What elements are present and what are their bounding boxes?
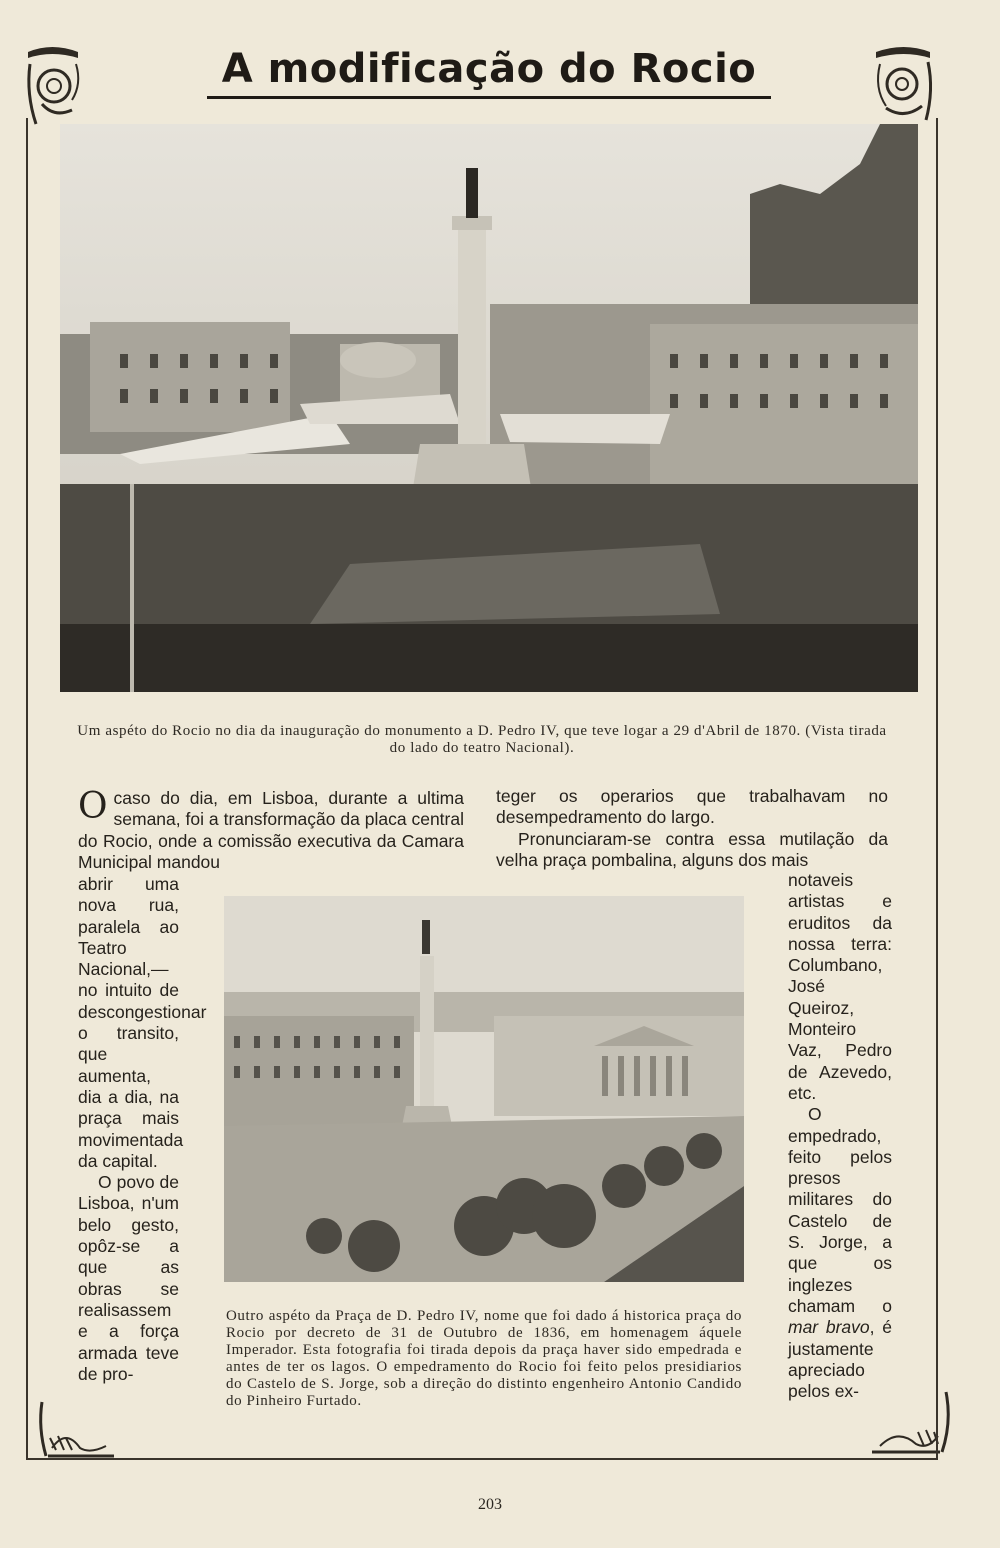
column2-paragraph-4-end: , é justamente apreciado pelos ex- [788,1317,892,1402]
dropcap-letter: O [78,786,108,827]
caption-top-photo: Um aspéto do Rocio no dia da inauguração do monumento a D. Pedro IV, que teve logar a 29 d'Abril de 1870. (Vista tirada do lado do teatro Nacional). [77,723,887,756]
mar-bravo-term: mar bravo [788,1317,870,1338]
column2-paragraph-4 [788,1104,892,1402]
column2-paragraph-1: teger os operarios que trabalhavam no desempedramento do largo. [496,786,888,828]
column2-paragraph-4-text: O empedrado, feito pelos presos militares do Castelo de S. Jorge, a que os inglezes chamam o [788,1104,892,1316]
column1-intro-text: caso do dia, em Lisboa, durante a ultima semana, foi a transformação da placa central do Rocio, onde a comissão executiva da Camara Municipal mandou [78,788,464,872]
column2-narrow [788,870,892,1402]
column2-paragraph-2: Pronunciaram-se contra essa mutilação da velha praça pombalina, alguns dos mais [496,828,888,870]
column2-paragraph-3: notaveis artistas e eruditos da nossa terra: Columbano, José Queiroz, Monteiro Vaz, Pedro de Azevedo, etc. [788,870,892,1103]
photo-praca-pedro-iv [224,896,744,1282]
article-title: A modificação do Rocio [221,46,757,92]
page-number: 203 [478,1496,502,1513]
column1-narrow [78,874,207,1385]
column1-paragraph-1: abrir uma nova rua, paralela ao Teatro Nacional,—no intuito de descongestionar o transito, que aumenta, dia a dia, na praça mais movimentada da capital. [78,874,207,1171]
photo-monument-inauguration [60,124,918,692]
column1-paragraph-2: O povo de Lisboa, n'um belo gesto, opôz-se a que as obras se realisassem e a força armada teve de pro- [78,1172,179,1384]
title-underline [207,96,771,99]
column2-intro [496,786,888,871]
column1-intro [78,788,464,873]
caption-bottom-photo: Outro aspéto da Praça de D. Pedro IV, nome que foi dado á historica praça do Rocio por decreto de 31 de Outubro de 1836, em homenagem áquele Imperador. Esta fotografia foi tirada depois da praça haver sido empedrada e antes de ter os lagos. O empedramento do Rocio foi feito pelos presidiarios do Castelo de S. Jorge, sob a direção do distinto engenheiro Antonio Candido do Pinheiro Furtado. [226,1308,742,1409]
ornament-top-right-icon [870,44,936,124]
